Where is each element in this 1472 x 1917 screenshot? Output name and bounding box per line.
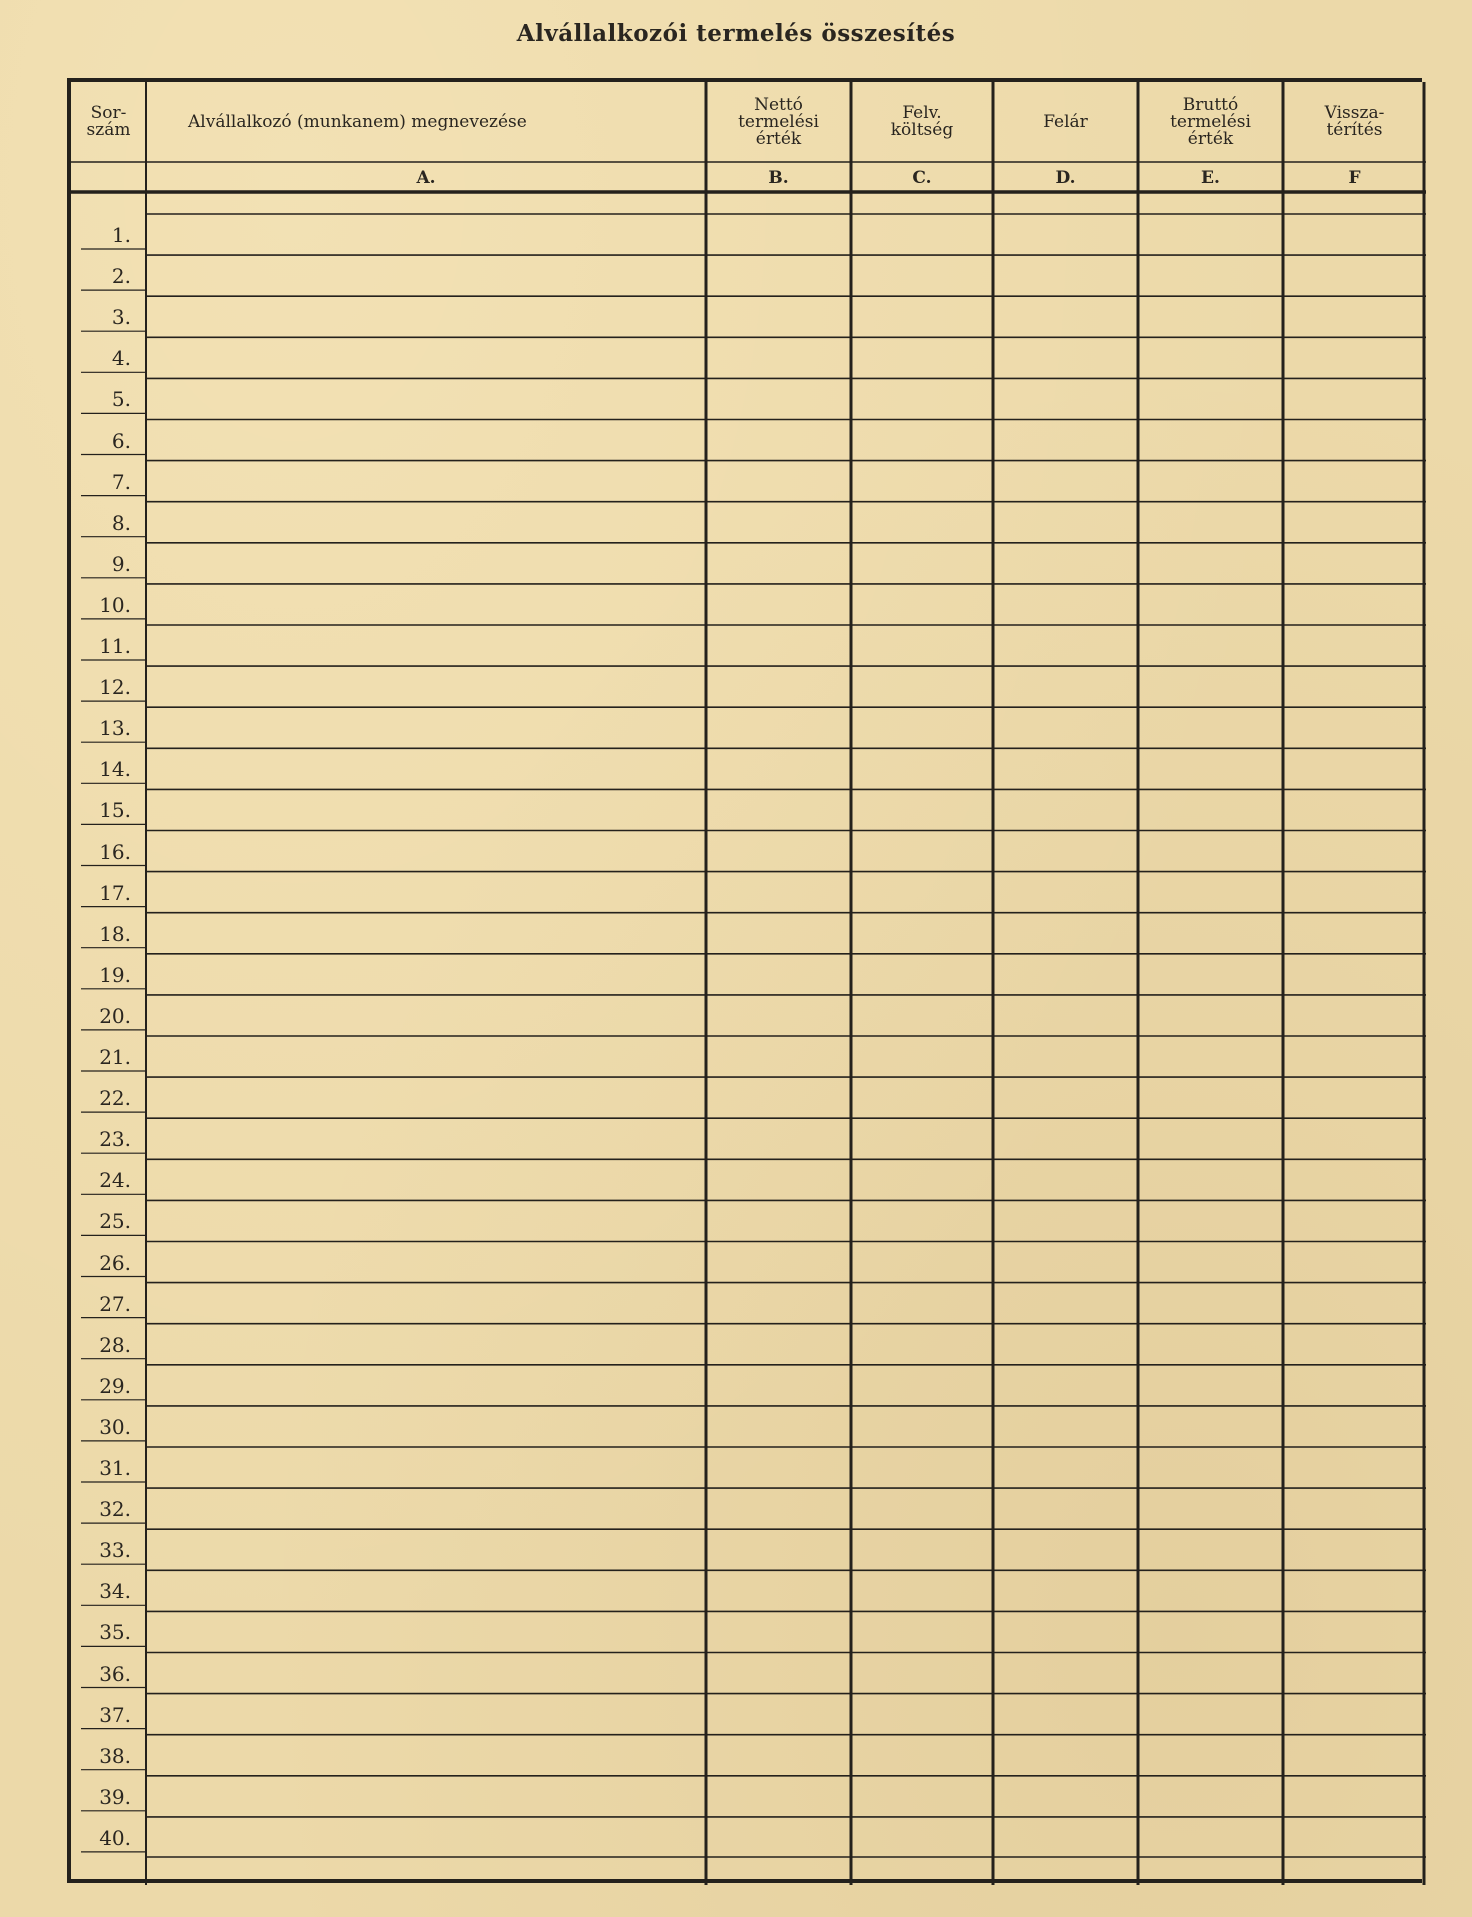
row-number: 12. [99,675,131,700]
row-number: 6. [111,428,131,453]
column-letter-netto: B. [768,168,789,188]
row-number: 5. [111,387,131,412]
column-header-netto [708,82,849,162]
row-number: 19. [99,962,131,987]
column-header-felar [995,82,1136,162]
column-header-sorszam [73,82,144,162]
table-rules [71,82,1426,1887]
row-number: 36. [99,1661,131,1686]
column-letter-brutto: E. [1201,168,1220,188]
row-number: 8. [111,510,131,535]
row-number: 10. [99,592,131,617]
column-header-felv-koltseg [853,82,991,162]
row-number: 7. [111,469,131,494]
column-header-line: költség [890,120,954,140]
row-number: 39. [99,1784,131,1809]
column-letter-visszaterites: F [1348,168,1361,188]
column-header-line: Vissza- [1324,103,1385,123]
production-ledger-table [67,78,1422,1883]
row-number: 31. [99,1456,131,1480]
column-header-line: szám [86,120,131,140]
column-header-line: Alvállalkozó (munkanem) megnevezése [188,111,527,132]
column-header-line: Sor- [90,103,127,123]
form-title: Alvállalkozói termelés összesítés [516,20,956,47]
row-number: 17. [99,880,131,905]
column-header-visszaterites [1285,82,1424,162]
row-number: 22. [99,1086,131,1111]
row-number: 29. [99,1373,131,1398]
row-number: 37. [99,1702,131,1727]
column-header-megnevezes [148,82,744,162]
column-header-line: Felár [1043,111,1088,132]
column-header-line: érték [755,128,802,149]
column-header-line: térítés [1326,120,1383,140]
row-number: 24. [99,1168,131,1193]
column-header-brutto [1140,82,1281,162]
row-number: 35. [99,1620,131,1645]
column-header-line: Felv. [902,103,942,123]
row-number: 2. [111,264,131,289]
column-letter-felar: D. [1055,168,1076,188]
row-number: 9. [111,551,131,576]
row-number: 25. [99,1209,131,1234]
row-number: 4. [111,346,131,371]
row-number: 3. [111,305,131,330]
column-header-line: érték [1187,128,1234,149]
row-number: 1. [111,223,131,247]
column-header-line: termelési [1170,111,1251,132]
row-number: 13. [99,716,131,741]
row-number: 34. [99,1579,131,1604]
row-number: 14. [99,757,131,782]
column-letter-felv-koltseg: C. [912,168,932,188]
row-number: 20. [99,1003,131,1028]
row-number: 28. [99,1332,131,1357]
row-number: 11. [99,634,131,658]
row-number: 21. [99,1045,131,1069]
row-number: 40. [99,1825,131,1850]
row-number: 16. [99,839,131,864]
column-header-line: termelési [738,111,819,132]
row-number: 15. [99,798,131,823]
row-number: 23. [99,1127,131,1152]
column-header-line: Nettó [754,94,803,115]
row-number: 27. [99,1291,131,1316]
row-number: 26. [99,1250,131,1275]
column-header-line: Bruttó [1182,94,1239,115]
column-letter-megnevezes: A. [416,168,436,188]
row-number: 33. [99,1538,131,1563]
row-number: 30. [99,1414,131,1439]
row-number: 18. [99,921,131,946]
row-number: 32. [99,1497,131,1522]
row-number: 38. [99,1743,131,1768]
